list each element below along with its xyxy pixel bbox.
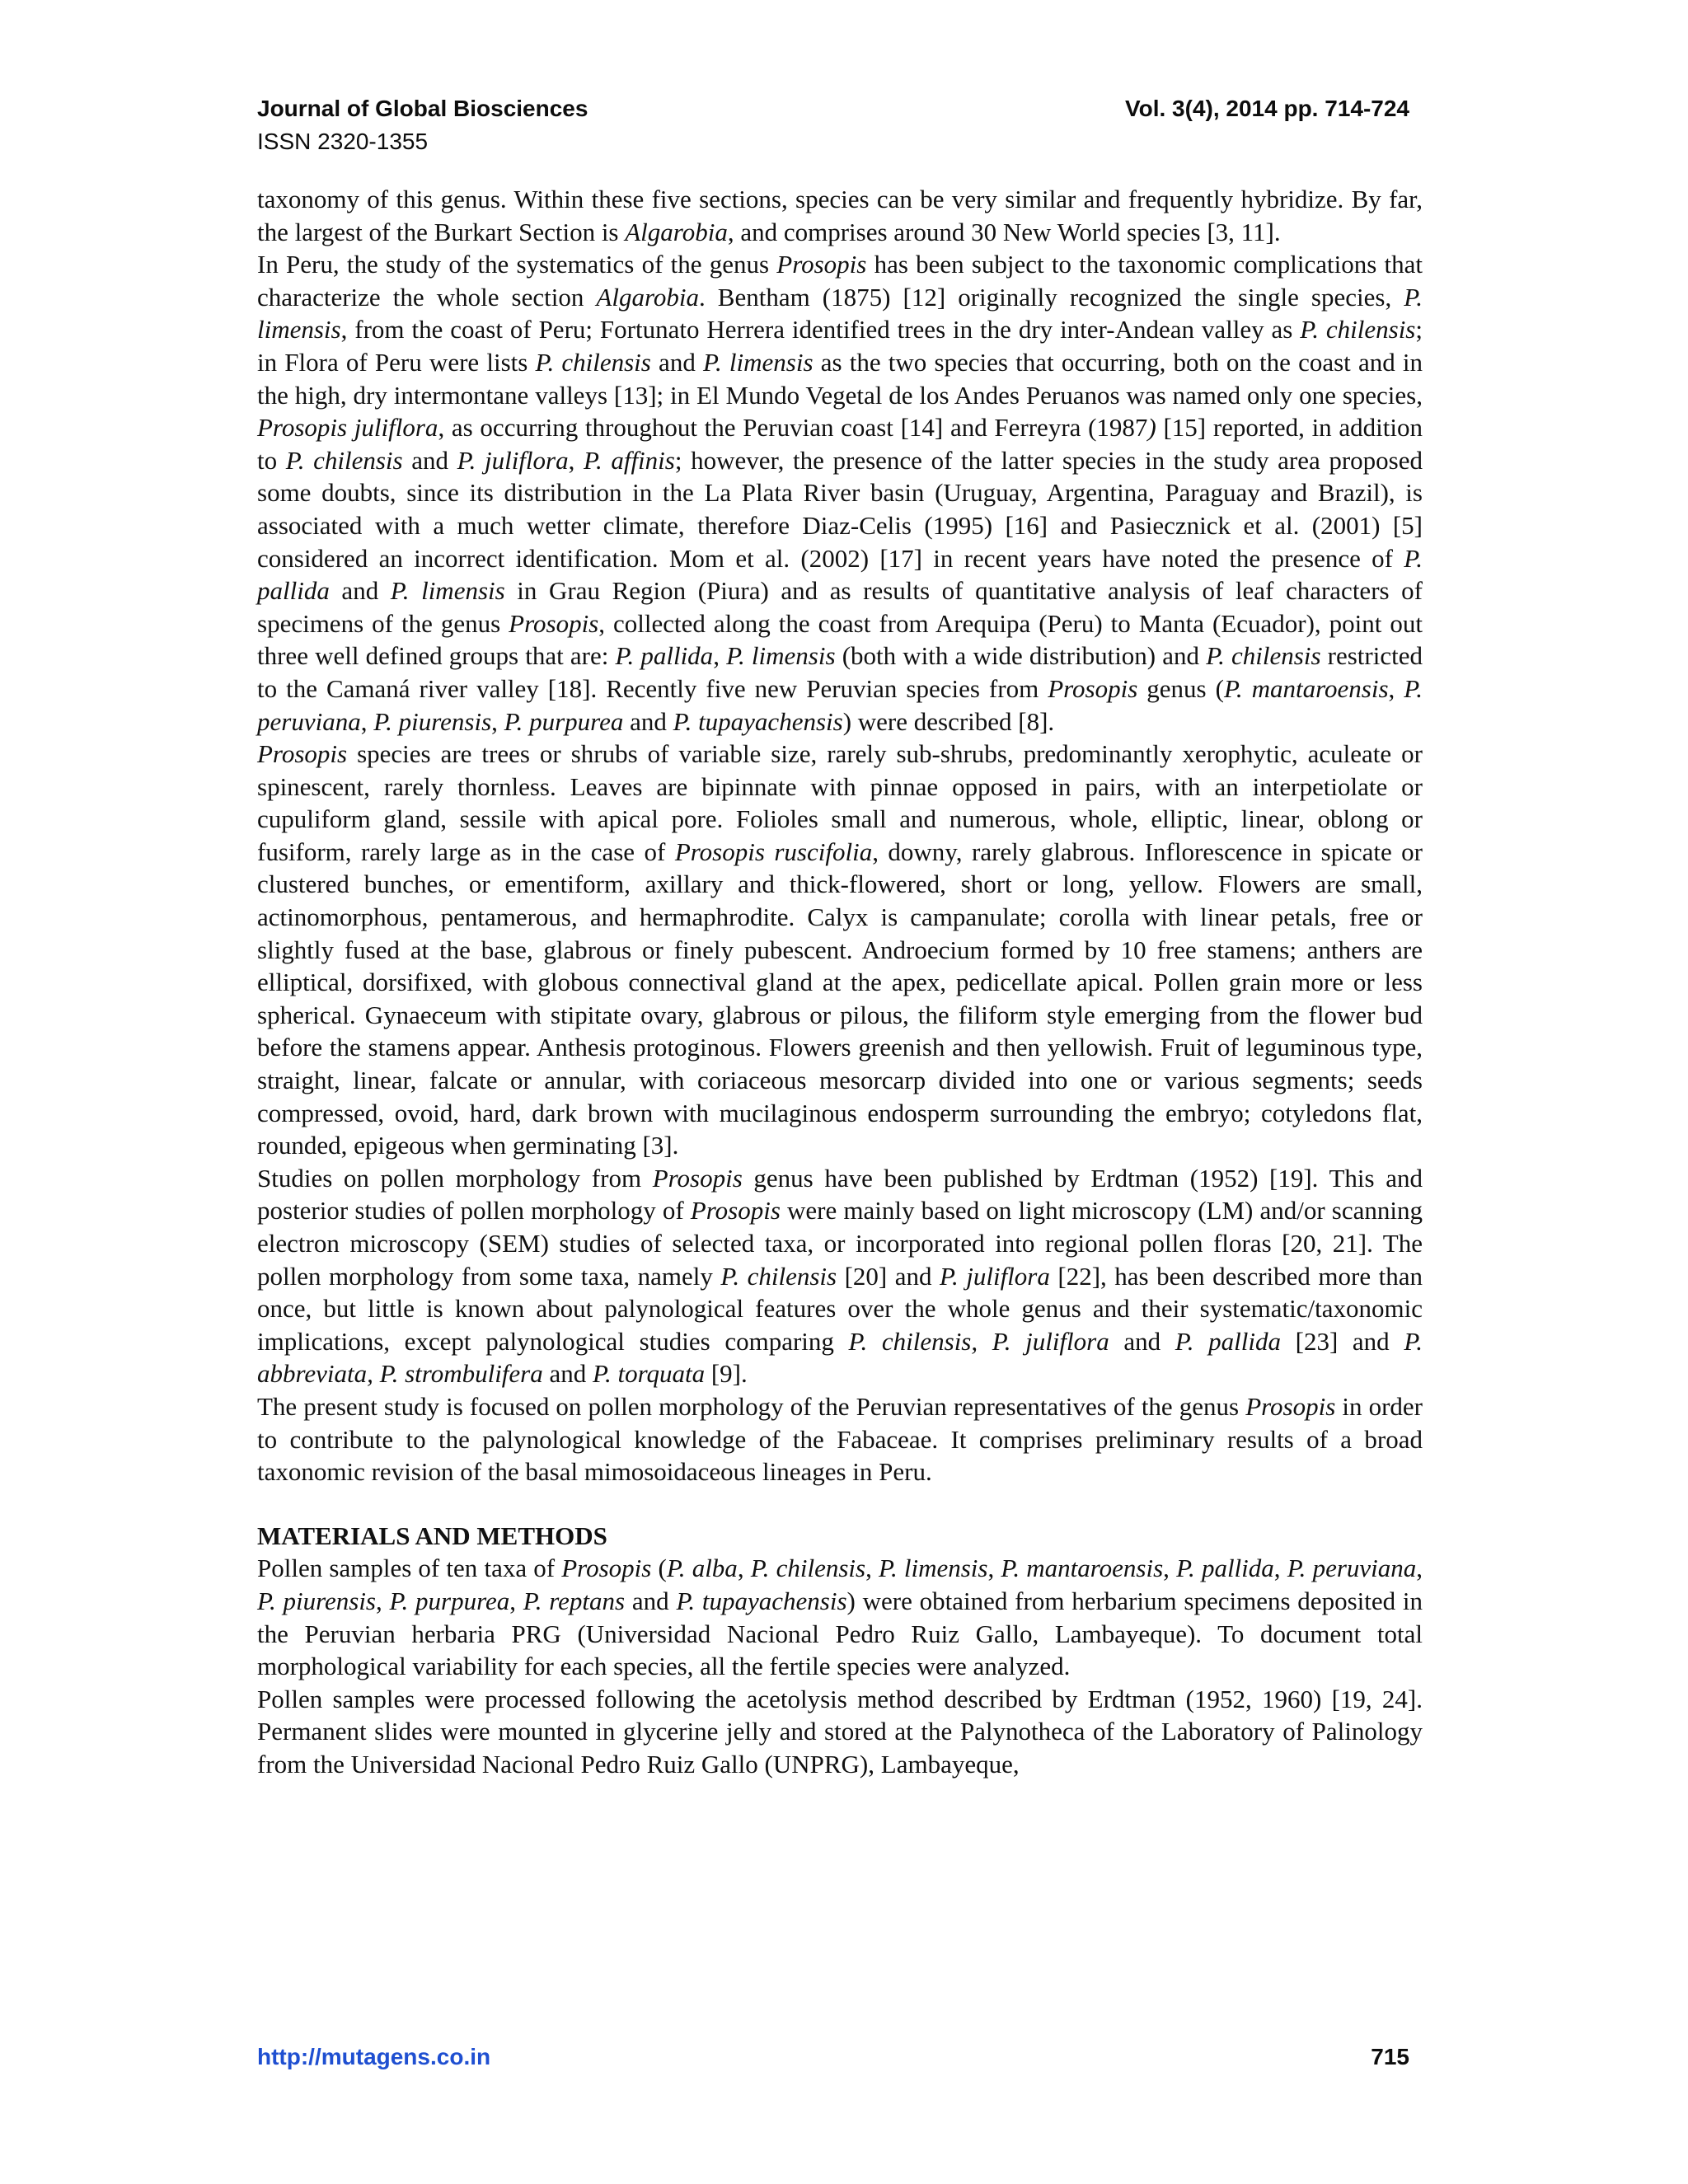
- italic-text: P. tupayachensis: [676, 1586, 847, 1615]
- text-run: ,: [568, 445, 584, 475]
- italic-text: P. purpurea: [389, 1586, 510, 1615]
- text-run: and: [625, 1586, 677, 1615]
- italic-text: P. chilensis: [1300, 315, 1416, 344]
- text-run: ,: [987, 1554, 1001, 1583]
- section-heading: MATERIALS AND METHODS: [257, 1521, 607, 1550]
- text-run: Studies on pollen morphology from: [257, 1163, 653, 1193]
- text-run: and: [329, 576, 391, 606]
- issn: ISSN 2320-1355: [257, 129, 429, 154]
- italic-text: ): [1147, 413, 1156, 443]
- text-run: has been subject to the taxonomic complications that characterize the whole section: [257, 250, 1423, 312]
- text-run: , from the coast of Peru; Fortunato Herrera identified trees in the dry inter-Andean valley as: [340, 315, 1301, 344]
- text-run: and: [542, 1359, 593, 1389]
- italic-text: P. alba: [666, 1554, 738, 1583]
- paragraph: [257, 1552, 1423, 1682]
- italic-text: P. peruviana: [1287, 1554, 1417, 1583]
- italic-text: Prosopis: [690, 1196, 781, 1226]
- text-run: , downy, rarely glabrous. Inflorescence in spicate or clustered bunches, or ementiform, axillary and thick-flowered, short or long, yellow. Flowers are small, actinomorphous, pentamerous, and hermaphrodite. Calyx is campanulate; corolla with linear petals, free or slightly fused at the base, glabrous or finely pubescent. Androecium formed by 10 free stamens; anthers are elliptical, dorsifixed, with globous connectival gland at the apex, pedicellate apical. Pollen grain more or less spherical. Gynaeceum with stipitate ovary, glabrous or pilous, the filiform style emerging from the flower bud before the stamens appear. Anthesis protoginous. Flowers greenish and then yellowish. Fruit of leguminous type, straight, linear, falcate or annular, with coriaceous mesorcarp divided into one or various segments; seeds compressed, ovoid, hard, dark brown with mucilaginous endosperm surrounding the embryo; cotyledons flat, rounded, epigeous when germinating [3].: [257, 837, 1423, 1160]
- text-run: species are trees or shrubs of variable size, rarely sub-shrubs, predominantly xerophytic, aculeate or spinescent, rarely thornless. Leaves are bipinnate with pinnae opposed in pairs, with an interpetiolate or cupuliform gland, sessile with apical pore. Folioles small and numerous, whole, elliptic, linear, oblong or fusiform, rarely large as in the case of: [257, 739, 1423, 866]
- italic-text: P. abbreviata, P. strombulifera: [257, 1326, 1423, 1389]
- paragraph: [257, 1162, 1423, 1390]
- italic-text: P. limensis: [703, 347, 814, 377]
- text-run: Pollen samples of ten taxa of: [257, 1554, 562, 1583]
- paragraph: [257, 1390, 1423, 1488]
- paragraph: [257, 1683, 1423, 1781]
- italic-text: P. limensis: [257, 282, 1423, 344]
- italic-text: P. pallida: [1175, 1326, 1281, 1356]
- text-run: ,: [1388, 673, 1404, 703]
- italic-text: P. chilensis: [720, 1261, 837, 1291]
- italic-text: P. peruviana: [257, 673, 1423, 736]
- italic-text: Algarobia: [596, 282, 699, 312]
- paragraph: [257, 183, 1423, 248]
- text-run: In Peru, the study of the systematics of the genus: [257, 250, 777, 279]
- footer-link[interactable]: http://mutagens.co.in: [257, 2044, 491, 2069]
- italic-text: Prosopis: [1048, 673, 1138, 703]
- text-run: ,: [360, 706, 374, 736]
- italic-text: P. juliflora: [940, 1261, 1050, 1291]
- italic-text: P. mantaroensis: [1223, 673, 1389, 703]
- text-run: and: [1109, 1326, 1175, 1356]
- italic-text: P. juliflora: [457, 445, 569, 475]
- text-run: ) were described [8].: [842, 706, 1055, 736]
- text-run: ,: [376, 1586, 390, 1615]
- italic-text: Prosopis: [1245, 1391, 1336, 1421]
- volume-info: Vol. 3(4), 2014 pp. 714-724: [1125, 96, 1409, 121]
- text-run: [15] reported, in addition to: [257, 413, 1423, 475]
- italic-text: P. mantaroensis: [1001, 1554, 1164, 1583]
- text-run: , collected along the coast from Arequipa (Peru) to Manta (Ecuador), point out three well defined groups that are:: [257, 608, 1423, 671]
- italic-text: P. tupayachensis: [673, 706, 843, 736]
- text-run: genus (: [1137, 673, 1224, 703]
- text-run: [20] and: [837, 1261, 940, 1291]
- text-run: , and comprises around 30 New World species [3, 11].: [727, 217, 1281, 246]
- methods-section: [257, 1552, 1423, 1780]
- italic-text: P. purpurea: [504, 706, 624, 736]
- running-header-left: [257, 92, 588, 158]
- text-run: ,: [865, 1554, 879, 1583]
- text-run: restricted to the Camaná river valley [18]. Recently five new Peruvian species from: [257, 641, 1423, 703]
- article-body: [257, 183, 1423, 1781]
- text-run: taxonomy of this genus. Within these five sections, species can be very similar and frequently hybridize. By far, the largest of the Burkart Section is: [257, 185, 1423, 246]
- italic-text: Prosopis ruscifolia: [674, 837, 873, 866]
- italic-text: P. affinis: [584, 445, 675, 475]
- text-run: ,: [509, 1586, 523, 1615]
- italic-text: P. chilensis, P. juliflora: [848, 1326, 1109, 1356]
- italic-text: Prosopis: [257, 739, 348, 769]
- text-run: , as occurring throughout the Peruvian coast [14] and Ferreyra (1987: [438, 413, 1148, 443]
- page-number: 715: [1371, 2044, 1409, 2069]
- journal-title: Journal of Global Biosciences: [257, 96, 588, 121]
- italic-text: Prosopis juliflora: [257, 413, 438, 443]
- italic-text: P. limensis: [879, 1554, 988, 1583]
- italic-text: P. chilensis: [750, 1554, 866, 1583]
- text-run: [22], has been described more than once, but little is known about palynological features over the whole genus and their systematic/taxonomic implications, except palynological studies comparing: [257, 1261, 1423, 1356]
- italic-text: P. piurensis: [257, 1586, 376, 1615]
- text-run: (: [651, 1554, 667, 1583]
- italic-text: P. pallida: [1176, 1554, 1274, 1583]
- italic-text: P. chilensis: [1206, 641, 1321, 671]
- italic-text: Algarobia: [625, 217, 728, 246]
- text-run: ) were obtained from herbarium specimens deposited in the Peruvian herbaria PRG (Universidad Nacional Pedro Ruiz Gallo, Lambayeque). To document total morphological variability for each species, all the fertile species were analyzed.: [257, 1586, 1423, 1681]
- text-run: genus have been published by Erdtman (1952) [19]. This and posterior studies of pollen morphology of: [257, 1163, 1423, 1226]
- italic-text: P. chilensis: [535, 347, 651, 377]
- text-run: The present study is focused on pollen morphology of the Peruvian representatives of the genus: [257, 1391, 1246, 1421]
- italic-text: P. limensis: [726, 641, 836, 671]
- intro-section: [257, 183, 1423, 1488]
- text-run: ,: [491, 706, 504, 736]
- text-run: ,: [1163, 1554, 1177, 1583]
- italic-text: P. reptans: [523, 1586, 626, 1615]
- text-run: ,: [737, 1554, 751, 1583]
- paragraph: [257, 738, 1423, 1162]
- italic-text: P. piurensis: [373, 706, 492, 736]
- italic-text: Prosopis: [561, 1554, 652, 1583]
- text-run: and: [623, 706, 673, 736]
- text-run: (both with a wide distribution) and: [835, 641, 1207, 671]
- text-run: in Grau Region (Piura) and as results of quantitative analysis of leaf characters of specimens of the genus: [257, 576, 1423, 638]
- italic-text: Prosopis: [509, 608, 599, 638]
- italic-text: Prosopis: [776, 250, 867, 279]
- text-run: in order to contribute to the palynological knowledge of the Fabaceae. It comprises preliminary results of a broad taxonomic revision of the basal mimosoidaceous lineages in Peru.: [257, 1391, 1423, 1487]
- text-run: ,: [1273, 1554, 1287, 1583]
- italic-text: P. limensis: [390, 576, 505, 606]
- italic-text: P. pallida: [257, 543, 1423, 606]
- paragraph: [257, 248, 1423, 738]
- text-run: Pollen samples were processed following the acetolysis method described by Erdtman (1952, 1960) [19, 24]. Permanent slides were mounted in glycerine jelly and stored at the Palynotheca of the Laboratory of Palinology from the Universidad Nacional Pedro Ruiz Gallo (UNPRG), Lambayeque,: [257, 1684, 1423, 1779]
- text-run: as the two species that occurring, both on the coast and in the high, dry intermontane valleys [13]; in El Mundo Vegetal de los Andes Peruanos was named only one species,: [257, 347, 1423, 410]
- italic-text: P. chilensis: [285, 445, 403, 475]
- text-run: . Bentham (1875) [12] originally recognized the single species,: [698, 282, 1404, 312]
- text-run: and: [402, 445, 457, 475]
- text-run: and: [650, 347, 704, 377]
- text-run: [23] and: [1280, 1326, 1404, 1356]
- text-run: ; however, the presence of the latter species in the study area proposed some doubts, since its distribution in the La Plata River basin (Uruguay, Argentina, Paraguay and Brazil), is associated with a much wetter climate, therefore Diaz-Celis (1995) [16] and Pasiecznick et al. (2001) [5] considered an incorrect identification. Mom et al. (2002) [17] in recent years have noted the presence of: [257, 445, 1423, 573]
- text-run: ,: [1416, 1554, 1423, 1583]
- text-run: ,: [713, 641, 727, 671]
- text-run: were mainly based on light microscopy (LM) and/or scanning electron microscopy (SEM) studies of selected taxa, or incorporated into regional pollen floras [20, 21]. The pollen morphology from some taxa, namely: [257, 1196, 1423, 1291]
- text-run: [9].: [705, 1359, 748, 1389]
- text-run: ; in Flora of Peru were lists: [257, 315, 1423, 377]
- italic-text: P. pallida: [615, 641, 714, 671]
- italic-text: Prosopis: [652, 1163, 743, 1193]
- italic-text: P. torquata: [593, 1359, 706, 1389]
